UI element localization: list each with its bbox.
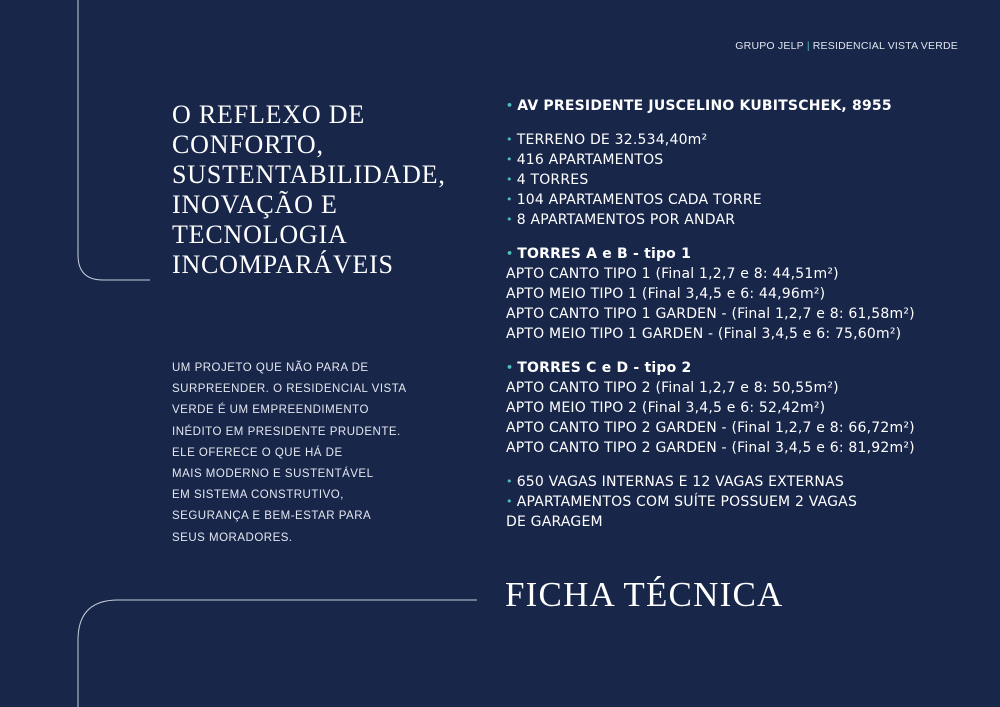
spec-text: 104 APARTAMENTOS CADA TORRE bbox=[516, 192, 762, 208]
tower-group-title bbox=[506, 358, 976, 378]
spec-text: 4 TORRES bbox=[516, 172, 589, 188]
bullet-icon: • bbox=[506, 495, 513, 508]
unit-type-row: APTO MEIO TIPO 1 GARDEN - (Final 3,4,5 e 6: 75,60m²) bbox=[506, 326, 902, 342]
unit-type-row: APTO MEIO TIPO 2 (Final 3,4,5 e 6: 52,42m²) bbox=[506, 400, 826, 416]
bullet-icon: • bbox=[506, 213, 513, 226]
headline-line: INCOMPARÁVEIS bbox=[172, 250, 394, 279]
spec-row bbox=[506, 210, 976, 230]
parking-row bbox=[506, 492, 976, 512]
brand-header bbox=[735, 40, 958, 52]
intro-line: ELE OFERECE O QUE HÁ DE bbox=[172, 446, 343, 459]
headline-line: O REFLEXO DE bbox=[172, 100, 366, 129]
bottom-arc-line bbox=[78, 600, 477, 707]
bullet-icon: • bbox=[506, 133, 513, 146]
headline bbox=[172, 100, 492, 280]
brand-group: GRUPO JELP bbox=[735, 40, 804, 52]
top-arc-line bbox=[78, 0, 150, 280]
bullet-icon: • bbox=[506, 475, 513, 488]
tower-group-title bbox=[506, 244, 976, 264]
headline-line: SUSTENTABILIDADE, bbox=[172, 160, 446, 189]
spacer bbox=[506, 458, 976, 472]
unit-type-row: APTO CANTO TIPO 2 (Final 1,2,7 e 8: 50,55m²) bbox=[506, 380, 839, 396]
unit-type-row: APTO MEIO TIPO 1 (Final 3,4,5 e 6: 44,96m²) bbox=[506, 286, 826, 302]
spec-row bbox=[506, 190, 976, 210]
unit-type-row: APTO CANTO TIPO 2 GARDEN - (Final 1,2,7 e 8: 66,72m²) bbox=[506, 420, 915, 436]
bullet-icon: • bbox=[506, 153, 513, 166]
intro-line: UM PROJETO QUE NÃO PARA DE bbox=[172, 362, 369, 374]
bullet-icon: • bbox=[506, 247, 514, 260]
unit-type-row: APTO CANTO TIPO 1 (Final 1,2,7 e 8: 44,51m²) bbox=[506, 266, 839, 282]
intro-line: EM SISTEMA CONSTRUTIVO, bbox=[172, 489, 344, 502]
parking-text: APARTAMENTOS COM SUÍTE POSSUEM 2 VAGAS bbox=[516, 494, 858, 510]
intro-line: MAIS MODERNO E SUSTENTÁVEL bbox=[172, 468, 374, 481]
spec-text: 8 APARTAMENTOS POR ANDAR bbox=[516, 212, 736, 228]
intro-line: SEGURANÇA E BEM-ESTAR PARA bbox=[172, 510, 372, 523]
parking-row bbox=[506, 472, 976, 492]
spec-row bbox=[506, 170, 976, 190]
headline-line: TECNOLOGIA bbox=[172, 220, 348, 249]
bullet-icon: • bbox=[506, 173, 513, 186]
spacer bbox=[506, 230, 976, 244]
brand-separator: | bbox=[806, 40, 810, 52]
unit-type-row: APTO CANTO TIPO 1 GARDEN - (Final 1,2,7 e 8: 61,58m²) bbox=[506, 306, 915, 322]
intro-line: SEUS MORADORES. bbox=[172, 531, 293, 544]
intro-line: INÉDITO EM PRESIDENTE PRUDENTE. bbox=[172, 425, 401, 438]
brand-project: RESIDENCIAL VISTA VERDE bbox=[812, 40, 958, 52]
bullet-icon: • bbox=[506, 193, 513, 206]
parking-row-continuation: DE GARAGEM bbox=[506, 514, 603, 530]
spec-row bbox=[506, 130, 976, 150]
intro-line: SURPREENDER. O RESIDENCIAL VISTA bbox=[172, 383, 407, 396]
spec-text: 416 APARTAMENTOS bbox=[516, 152, 664, 168]
headline-line: CONFORTO, bbox=[172, 130, 324, 159]
address-text: AV PRESIDENTE JUSCELINO KUBITSCHEK, 8955 bbox=[517, 98, 892, 114]
headline-line: INOVAÇÃO E bbox=[172, 190, 338, 219]
unit-type-row: APTO CANTO TIPO 2 GARDEN - (Final 3,4,5 e 6: 81,92m²) bbox=[506, 440, 915, 456]
spec-row bbox=[506, 150, 976, 170]
intro-paragraph bbox=[172, 358, 472, 549]
bullet-icon: • bbox=[506, 99, 514, 112]
bullet-icon: • bbox=[506, 361, 514, 374]
spec-text: TERRENO DE 32.534,40m² bbox=[516, 132, 708, 148]
parking-text: 650 VAGAS INTERNAS E 12 VAGAS EXTERNAS bbox=[516, 474, 844, 490]
tower-group-label: TORRES A e B - tipo 1 bbox=[517, 246, 692, 262]
spacer bbox=[506, 344, 976, 358]
spacer bbox=[506, 116, 976, 130]
spec-list bbox=[506, 96, 976, 532]
tower-group-label: TORRES C e D - tipo 2 bbox=[517, 360, 692, 376]
address-row bbox=[506, 96, 976, 116]
intro-line: VERDE É UM EMPREENDIMENTO bbox=[172, 404, 369, 417]
section-title: FICHA TÉCNICA bbox=[505, 575, 784, 614]
